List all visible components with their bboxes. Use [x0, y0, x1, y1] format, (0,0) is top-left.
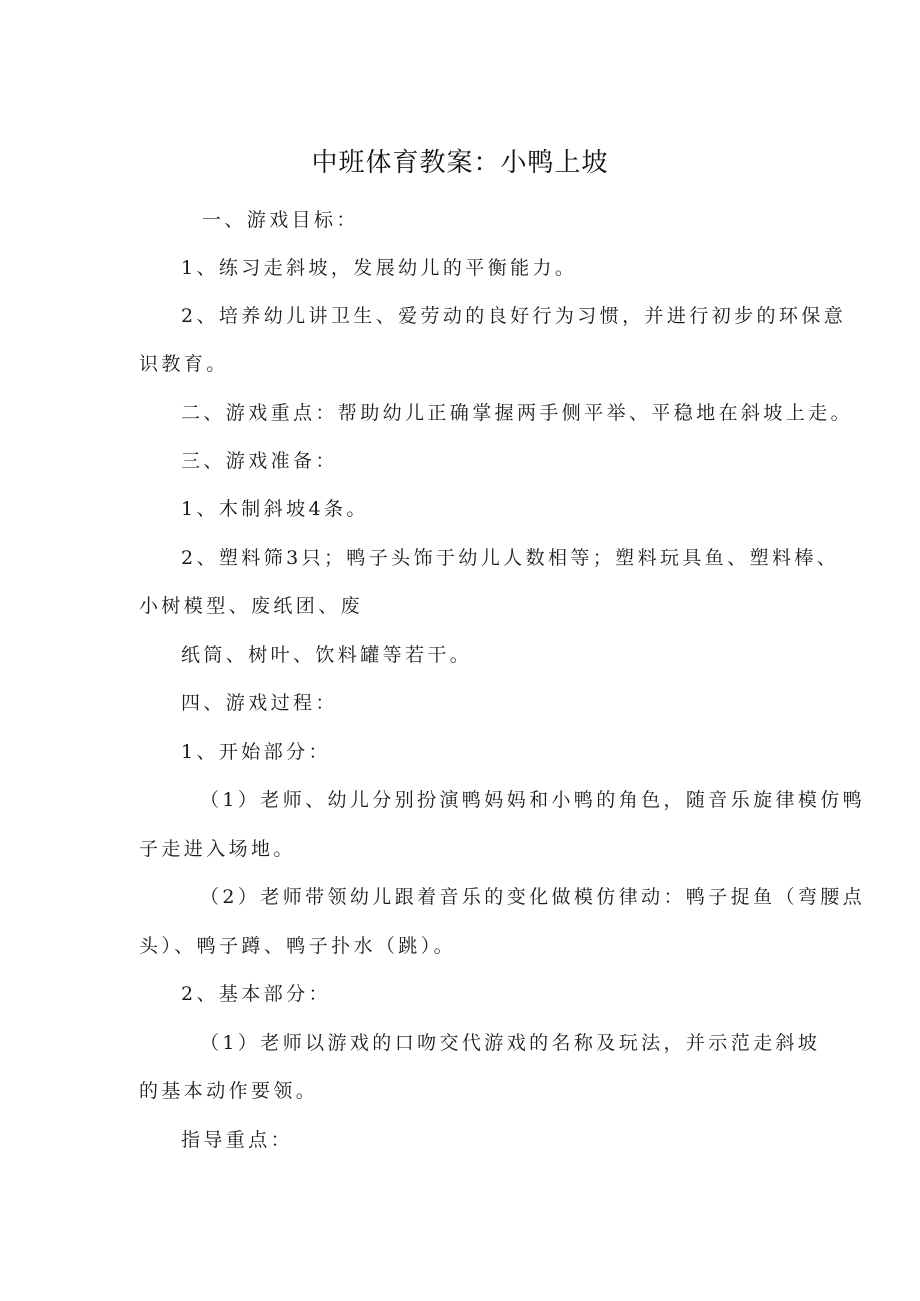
paragraph-preparation-1: 1、木制斜坡4条。: [181, 498, 369, 520]
paragraph-preparation-2: 2、塑料筛3只；鸭子头饰于幼儿人数相等；塑料玩具鱼、塑料棒、: [181, 547, 840, 569]
paragraph-goal-2: 2、培养幼儿讲卫生、爱劳动的良好行为习惯，并进行初步的环保意: [181, 305, 847, 327]
paragraph-goal-2-continued: 识教育。: [139, 353, 229, 375]
section-heading-game-process: 四、游戏过程：: [181, 692, 338, 714]
subheading-start-part: 1、开始部分：: [181, 741, 331, 763]
paragraph-start-2-continued: 头）、鸭子蹲、鸭子扑水（跳）。: [139, 935, 457, 957]
paragraph-start-1: （1）老师、幼儿分别扮演鸭妈妈和小鸭的角色，随音乐旋律模仿鸭: [200, 789, 866, 811]
paragraph-basic-1: （1）老师以游戏的口吻交代游戏的名称及玩法，并示范走斜坡: [200, 1032, 821, 1054]
section-heading-game-goals: 一、游戏目标：: [202, 209, 359, 231]
section-heading-game-preparation: 三、游戏准备：: [181, 450, 338, 472]
subheading-basic-part: 2、基本部分：: [181, 983, 331, 1005]
subheading-guidance-focus: 指导重点：: [181, 1129, 294, 1151]
paragraph-basic-1-continued: 的基本动作要领。: [139, 1080, 319, 1102]
paragraph-goal-1: 1、练习走斜坡，发展幼儿的平衡能力。: [181, 257, 578, 279]
paragraph-preparation-2-continued-2: 纸筒、树叶、饮料罐等若干。: [181, 644, 473, 666]
section-heading-game-focus: 二、游戏重点：帮助幼儿正确掌握两手侧平举、平稳地在斜坡上走。: [181, 402, 854, 424]
page-title: 中班体育教案：小鸭上坡: [311, 148, 609, 178]
paragraph-preparation-2-continued: 小树模型、废纸团、废: [139, 595, 364, 617]
paragraph-start-2: （2）老师带领幼儿跟着音乐的变化做模仿律动：鸭子捉鱼（弯腰点: [200, 886, 866, 908]
paragraph-start-1-continued: 子走进入场地。: [139, 838, 296, 860]
